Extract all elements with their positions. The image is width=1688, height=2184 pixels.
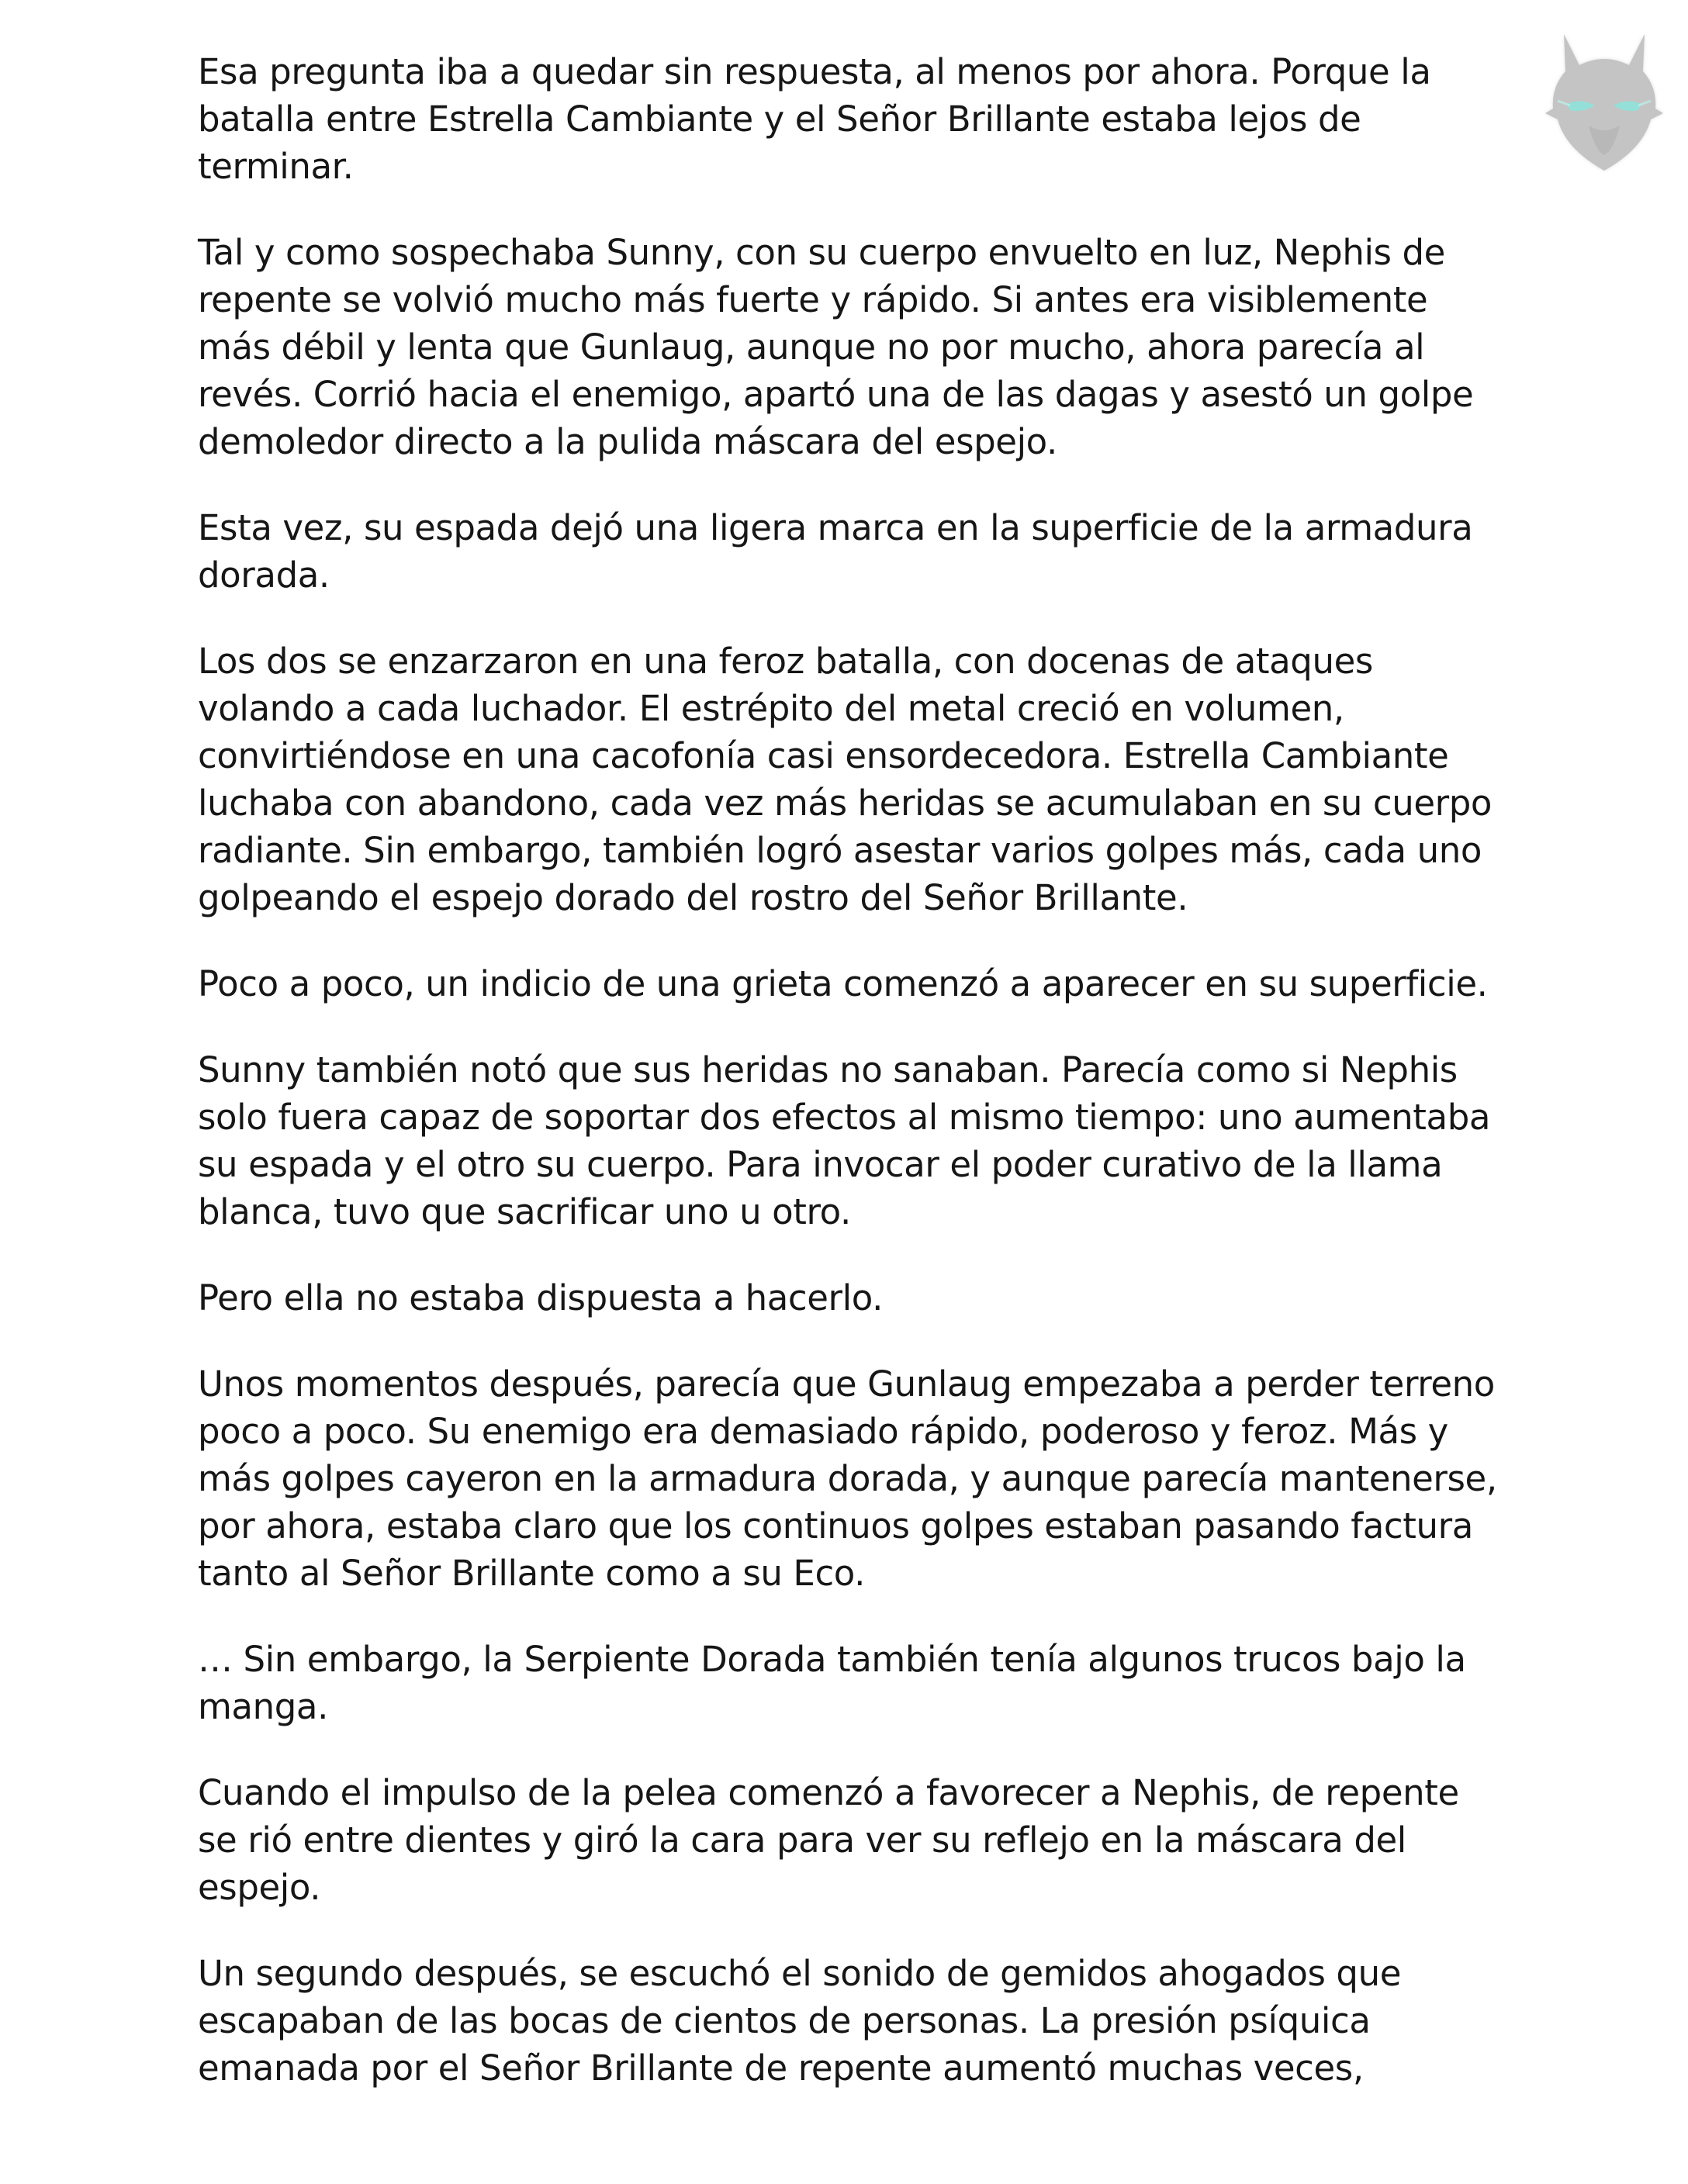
paragraph: Tal y como sospechaba Sunny, con su cuerpo envuelto en luz, Nephis de repente se volvió mucho más fuerte y rápido. Si antes era visiblemente más débil y lenta que Gunlaug, aunque no por mucho, ahora parecía al revés. Corrió hacia el enemigo, apartó una de las dagas y asestó un golpe demoledor directo a la pulida máscara del espejo. bbox=[198, 232, 1474, 462]
paragraph: Sunny también notó que sus heridas no sanaban. Parecía como si Nephis solo fuera capaz de soportar dos efectos al mismo tiempo: uno aumentaba su espada y el otro su cuerpo. Para invocar el poder curativo de la llama blanca, tuvo que sacrificar uno u otro. bbox=[198, 1049, 1491, 1232]
paragraph: Los dos se enzarzaron en una feroz batalla, con docenas de ataques volando a cada luchador. El estrépito del metal creció en volumen, convirtiéndose en una cacofonía casi ensordecedora. Estrella Cambiante luchaba con abandono, cada vez más heridas se acumulaban en su cuerpo radiante. Sin embargo, también logró asestar varios golpes más, cada uno golpeando el espejo dorado del rostro del Señor Brillante. bbox=[198, 641, 1493, 918]
document-body bbox=[198, 48, 1501, 2130]
horned-demon-head-logo-icon bbox=[1527, 17, 1682, 188]
paragraph: Poco a poco, un indicio de una grieta comenzó a aparecer en su superficie. bbox=[198, 963, 1488, 1004]
paragraph: Unos momentos después, parecía que Gunlaug empezaba a perder terreno poco a poco. Su enemigo era demasiado rápido, poderoso y feroz. Más y más golpes cayeron en la armadura dorada, y aunque parecía mantenerse, por ahora, estaba claro que los continuos golpes estaban pasando factura tanto al Señor Brillante como a su Eco. bbox=[198, 1363, 1497, 1594]
paragraph: Cuando el impulso de la pelea comenzó a favorecer a Nephis, de repente se rió entre dientes y giró la cara para ver su reflejo en la máscara del espejo. bbox=[198, 1772, 1459, 1908]
paragraph: Esta vez, su espada dejó una ligera marca en la superficie de la armadura dorada. bbox=[198, 507, 1473, 596]
paragraph: … Sin embargo, la Serpiente Dorada también tenía algunos trucos bajo la manga. bbox=[198, 1639, 1466, 1727]
paragraph: Un segundo después, se escuchó el sonido de gemidos ahogados que escapaban de las bocas de cientos de personas. La presión psíquica emanada por el Señor Brillante de repente aumentó muchas veces, bbox=[198, 1953, 1402, 2089]
paragraph: Pero ella no estaba dispuesta a hacerlo. bbox=[198, 1277, 883, 1318]
paragraph: Esa pregunta iba a quedar sin respuesta, al menos por ahora. Porque la batalla entre Estrella Cambiante y el Señor Brillante estaba lejos de terminar. bbox=[198, 51, 1431, 187]
